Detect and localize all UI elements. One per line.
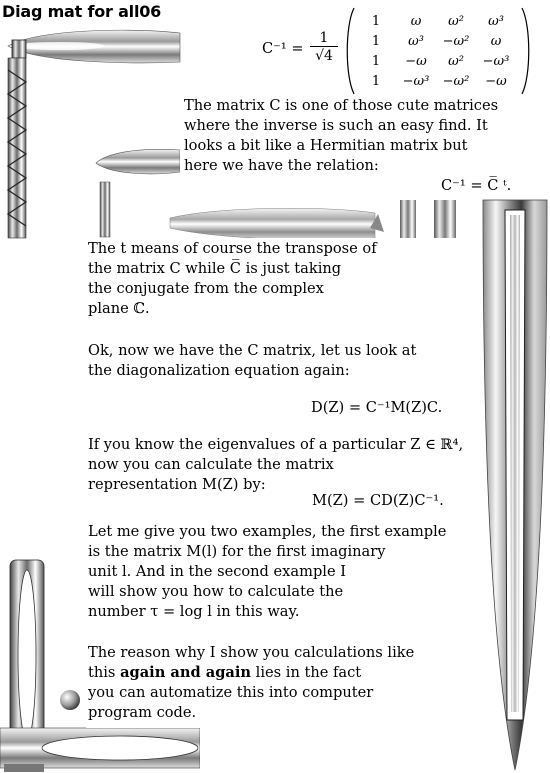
para6-pre: this bbox=[88, 664, 121, 681]
coefficient-denominator: √4 bbox=[315, 48, 333, 64]
para1-line: The matrix C is one of those cute matrices bbox=[184, 97, 499, 114]
para4-line: If you know the eigenvalues of a particular Z ∈ ℝ⁴, bbox=[88, 436, 464, 453]
paragraph-3 bbox=[88, 341, 416, 381]
para3-line: the diagonalization equation again: bbox=[88, 362, 350, 379]
left-paren bbox=[344, 6, 356, 96]
matrix-cell: −ω² bbox=[442, 74, 470, 89]
matrix-coefficient bbox=[310, 30, 338, 65]
matrix-cell: −ω bbox=[485, 74, 507, 89]
para2-line: the conjugate from the complex bbox=[88, 280, 324, 297]
para5-line: number τ = log l in this way. bbox=[88, 603, 300, 620]
para6-post: lies in the fact bbox=[251, 664, 362, 681]
matrix-cell: ω bbox=[490, 34, 502, 49]
para6-line: The reason why I show you calculations like bbox=[88, 644, 415, 661]
matrix-cell: ω bbox=[410, 14, 422, 29]
para2-line: The t means of course the transpose of bbox=[88, 240, 377, 257]
page-title: Diag mat for all06 bbox=[2, 2, 162, 21]
paragraph-1 bbox=[184, 96, 498, 176]
para5-line: unit l. And in the second example I bbox=[88, 563, 346, 580]
matrix-cell: ω³ bbox=[408, 34, 424, 49]
matrix-cell: −ω bbox=[405, 54, 427, 69]
coefficient-numerator: 1 bbox=[310, 30, 338, 47]
right-paren bbox=[520, 6, 532, 96]
para6-line: you can automatize this into computer bbox=[88, 684, 374, 701]
para1-line: here we have the relation: bbox=[184, 157, 379, 174]
para4-line: representation M(Z) by: bbox=[88, 476, 266, 493]
matrix-cell: −ω³ bbox=[402, 74, 430, 89]
para3-line: Ok, now we have the C matrix, let us look at bbox=[88, 342, 417, 359]
para4-line: now you can calculate the matrix bbox=[88, 456, 334, 473]
matrix-grid bbox=[356, 10, 520, 92]
para1-line: where the inverse is such an easy find. It bbox=[184, 117, 488, 134]
matrix-cell: 1 bbox=[371, 54, 381, 69]
para5-line: will show you how to calculate the bbox=[88, 583, 344, 600]
para6-line: program code. bbox=[88, 704, 197, 721]
para5-line: Let me give you two examples, the first example bbox=[88, 523, 447, 540]
para6-line-2 bbox=[88, 663, 414, 683]
para1-line: looks a bit like a Hermitian matrix but bbox=[184, 137, 468, 154]
matrix-lhs: C⁻¹ = bbox=[262, 40, 304, 57]
matrix-cell: −ω² bbox=[442, 34, 470, 49]
paragraph-5 bbox=[88, 522, 446, 622]
equation-inverse-conjugate: C⁻¹ = C̅ ᵗ. bbox=[441, 177, 512, 194]
paragraph-6 bbox=[88, 643, 414, 723]
matrix-cell: ω² bbox=[448, 14, 464, 29]
matrix-cell: −ω³ bbox=[482, 54, 510, 69]
matrix-cell: 1 bbox=[371, 14, 381, 29]
matrix-cell: ω³ bbox=[488, 14, 504, 29]
para5-line: is the matrix M(l) for the first imaginary bbox=[88, 543, 386, 560]
para2-line: plane ℂ. bbox=[88, 300, 150, 317]
equation-diagonalization: D(Z) = C⁻¹M(Z)C. bbox=[311, 399, 443, 416]
sphere-shape bbox=[60, 690, 80, 710]
emphasis-again-and-again: again and again bbox=[120, 664, 252, 681]
matrix-cell: 1 bbox=[371, 74, 381, 89]
matrix-cell: ω² bbox=[448, 54, 464, 69]
paragraph-4 bbox=[88, 435, 463, 495]
para2-line: the matrix C while C̅ is just taking bbox=[88, 260, 342, 277]
paragraph-2 bbox=[88, 239, 377, 319]
matrix-cell: 1 bbox=[371, 34, 381, 49]
equation-representation: M(Z) = CD(Z)C⁻¹. bbox=[312, 492, 444, 509]
